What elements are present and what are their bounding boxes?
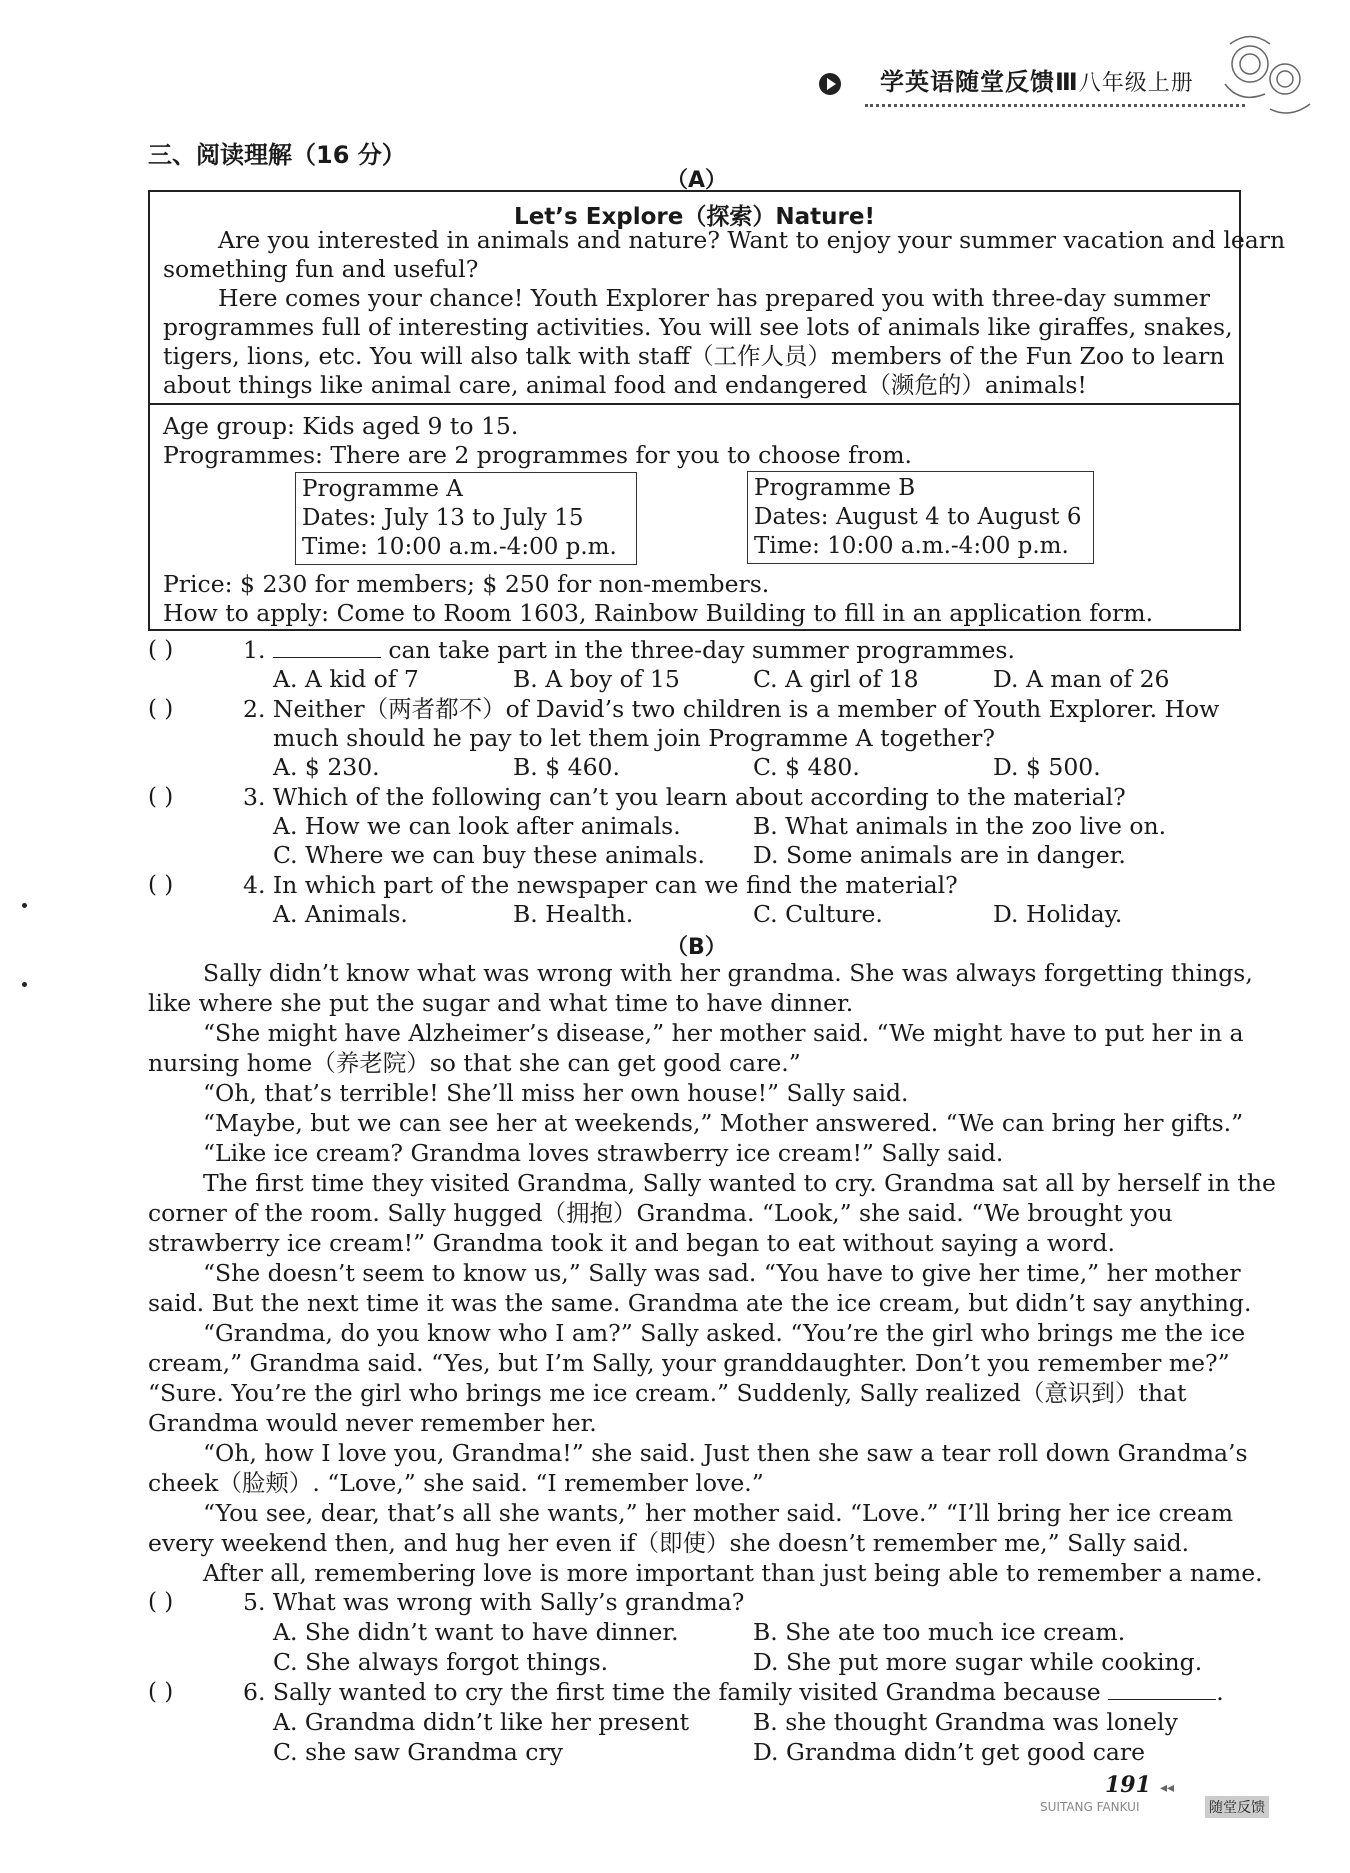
programme-a-box (295, 472, 637, 565)
ad-intro-line: about things like animal care, animal food and endangered（濒危的）animals! (163, 371, 1087, 399)
option[interactable]: B. $ 460. (513, 753, 620, 781)
programme-b-time: Time: 10:00 a.m.-4:00 p.m. (754, 533, 1069, 559)
passage-b-line: said. But the next time it was the same. Grandma ate the ice cream, but didn’t say anything. (148, 1289, 1252, 1317)
option[interactable]: B. What animals in the zoo live on. (753, 812, 1167, 840)
question-1-stem: 1. can take part in the three-day summer programmes. (243, 636, 1015, 664)
programme-b-name: Programme B (754, 475, 916, 501)
ad-intro-line: tigers, lions, etc. You will also talk with staff（工作人员）members of the Fun Zoo to learn (163, 342, 1225, 370)
option[interactable]: D. Grandma didn’t get good care (753, 1738, 1146, 1766)
option[interactable]: D. $ 500. (993, 753, 1101, 781)
option[interactable]: A. Animals. (273, 900, 408, 928)
passage-b-line: strawberry ice cream!” Grandma took it and began to eat without saying a word. (148, 1229, 1116, 1257)
play-icon (818, 72, 842, 96)
age-group: Age group: Kids aged 9 to 15. (163, 412, 519, 440)
option[interactable]: D. She put more sugar while cooking. (753, 1648, 1203, 1676)
question-4-stem: 4. In which part of the newspaper can we find the material? (243, 871, 958, 899)
ad-intro-line: programmes full of interesting activities. You will see lots of animals like giraffes, snakes, (163, 313, 1233, 341)
header-title: 学英语随堂反馈Ⅲ八年级上册 (880, 68, 1194, 96)
option[interactable]: C. Culture. (753, 900, 883, 928)
passage-b-line: The first time they visited Grandma, Sally wanted to cry. Grandma sat all by herself in the (203, 1169, 1276, 1197)
footer-label: SUITANG FANKUI (1040, 1800, 1140, 1814)
option[interactable]: D. A man of 26 (993, 665, 1170, 693)
margin-dot (22, 982, 27, 987)
price: Price: $ 230 for members; $ 250 for non-members. (163, 570, 770, 598)
passage-b-line: every weekend then, and hug her even if（即使）she doesn’t remember me,” Sally said. (148, 1529, 1190, 1557)
option[interactable]: D. Some animals are in danger. (753, 841, 1126, 869)
passage-b-label: （B） (666, 935, 727, 960)
passage-b-line: “Maybe, but we can see her at weekends,” Mother answered. “We can bring her gifts.” (203, 1109, 1244, 1137)
answer-blank[interactable] (1108, 1679, 1216, 1700)
passage-b-line: “Oh, that’s terrible! She’ll miss her own house!” Sally said. (203, 1079, 909, 1107)
programme-a-time: Time: 10:00 a.m.-4:00 p.m. (302, 534, 617, 560)
option[interactable]: A. Grandma didn’t like her present (273, 1708, 690, 1736)
arrow-left-icon: ◂◂ (1160, 1780, 1175, 1796)
how-to-apply: How to apply: Come to Room 1603, Rainbow Building to fill in an application form. (163, 599, 1154, 627)
answer-paren[interactable]: ( ) (148, 1589, 174, 1615)
ad-intro-line: something fun and useful? (163, 255, 479, 283)
programme-b-dates: Dates: August 4 to August 6 (754, 504, 1082, 530)
passage-b-line: Sally didn’t know what was wrong with her grandma. She was always forgetting things, (203, 959, 1253, 987)
passage-b-line: “Grandma, do you know who I am?” Sally asked. “You’re the girl who brings me the ice (203, 1319, 1246, 1347)
ad-intro-line: Are you interested in animals and nature? Want to enjoy your summer vacation and learn (218, 226, 1286, 254)
ad-intro-line: Here comes your chance! Youth Explorer has prepared you with three-day summer (218, 284, 1211, 312)
option[interactable]: B. she thought Grandma was lonely (753, 1708, 1178, 1736)
passage-b-line: “You see, dear, that’s all she wants,” her mother said. “Love.” “I’ll bring her ice cream (203, 1499, 1234, 1527)
option[interactable]: C. She always forgot things. (273, 1648, 609, 1676)
header-subtitle: 八年级上册 (1078, 71, 1194, 96)
option[interactable]: B. A boy of 15 (513, 665, 680, 693)
option[interactable]: A. How we can look after animals. (273, 812, 681, 840)
option[interactable]: A. She didn’t want to have dinner. (273, 1618, 679, 1646)
programme-a-name: Programme A (302, 476, 463, 502)
answer-paren[interactable]: ( ) (148, 1679, 174, 1705)
passage-b-line: cream,” Grandma said. “Yes, but I’m Sally, your granddaughter. Don’t you remember me?” (148, 1349, 1230, 1377)
question-2-stem: much should he pay to let them join Programme A together? (273, 724, 995, 752)
passage-b-line: nursing home（养老院）so that she can get good care.” (148, 1049, 801, 1077)
passage-b-line: “Oh, how I love you, Grandma!” she said. Just then she saw a tear roll down Grandma’s (203, 1439, 1248, 1467)
programme-a-dates: Dates: July 13 to July 15 (302, 505, 584, 531)
header-divider (865, 104, 1245, 107)
passage-b-line: “She might have Alzheimer’s disease,” her mother said. “We might have to put her in a (203, 1019, 1244, 1047)
question-3-stem: 3. Which of the following can’t you learn about according to the material? (243, 783, 1126, 811)
question-5-stem: 5. What was wrong with Sally’s grandma? (243, 1588, 745, 1616)
option[interactable]: C. A girl of 18 (753, 665, 919, 693)
passage-b-line: After all, remembering love is more important than just being able to remember a name. (203, 1559, 1263, 1587)
footer-badge: 随堂反馈 (1205, 1796, 1269, 1818)
option[interactable]: B. She ate too much ice cream. (753, 1618, 1126, 1646)
passage-b-line: “She doesn’t seem to know us,” Sally was sad. “You have to give her time,” her mother (203, 1259, 1241, 1287)
option[interactable]: A. $ 230. (273, 753, 380, 781)
answer-paren[interactable]: ( ) (148, 637, 174, 663)
passage-b-line: like where she put the sugar and what time to have dinner. (148, 989, 854, 1017)
ad-title: Let’s Explore（探索）Nature! (514, 204, 875, 230)
section-title: 三、阅读理解（16 分） (148, 141, 406, 169)
answer-blank[interactable] (273, 637, 381, 658)
option[interactable]: C. Where we can buy these animals. (273, 841, 706, 869)
passage-b-line: “Sure. You’re the girl who brings me ice cream.” Suddenly, Sally realized（意识到）that (148, 1379, 1187, 1407)
programme-b-box (747, 471, 1094, 564)
answer-paren[interactable]: ( ) (148, 696, 174, 722)
option[interactable]: B. Health. (513, 900, 634, 928)
question-6-stem: 6. Sally wanted to cry the first time the family visited Grandma because . (243, 1678, 1224, 1706)
option[interactable]: C. she saw Grandma cry (273, 1738, 563, 1766)
programmes-intro: Programmes: There are 2 programmes for you to choose from. (163, 441, 912, 469)
page-number: 191 (1105, 1772, 1151, 1798)
option[interactable]: C. $ 480. (753, 753, 860, 781)
passage-b-line: Grandma would never remember her. (148, 1409, 597, 1437)
passage-b-line: cheek（脸颊）. “Love,” she said. “I remember love.” (148, 1469, 764, 1497)
question-2-stem: 2. Neither（两者都不）of David’s two children is a member of Youth Explorer. How (243, 695, 1220, 723)
passage-b-line: “Like ice cream? Grandma loves strawberry ice cream!” Sally said. (203, 1139, 1004, 1167)
answer-paren[interactable]: ( ) (148, 872, 174, 898)
flower-decoration-icon (1210, 24, 1320, 134)
passage-b-line: corner of the room. Sally hugged（拥抱）Grandma. “Look,” she said. “We brought you (148, 1199, 1173, 1227)
option[interactable]: D. Holiday. (993, 900, 1123, 928)
passage-a-label: （A） (666, 168, 728, 193)
option[interactable]: A. A kid of 7 (273, 665, 419, 693)
margin-dot (22, 903, 27, 908)
answer-paren[interactable]: ( ) (148, 784, 174, 810)
